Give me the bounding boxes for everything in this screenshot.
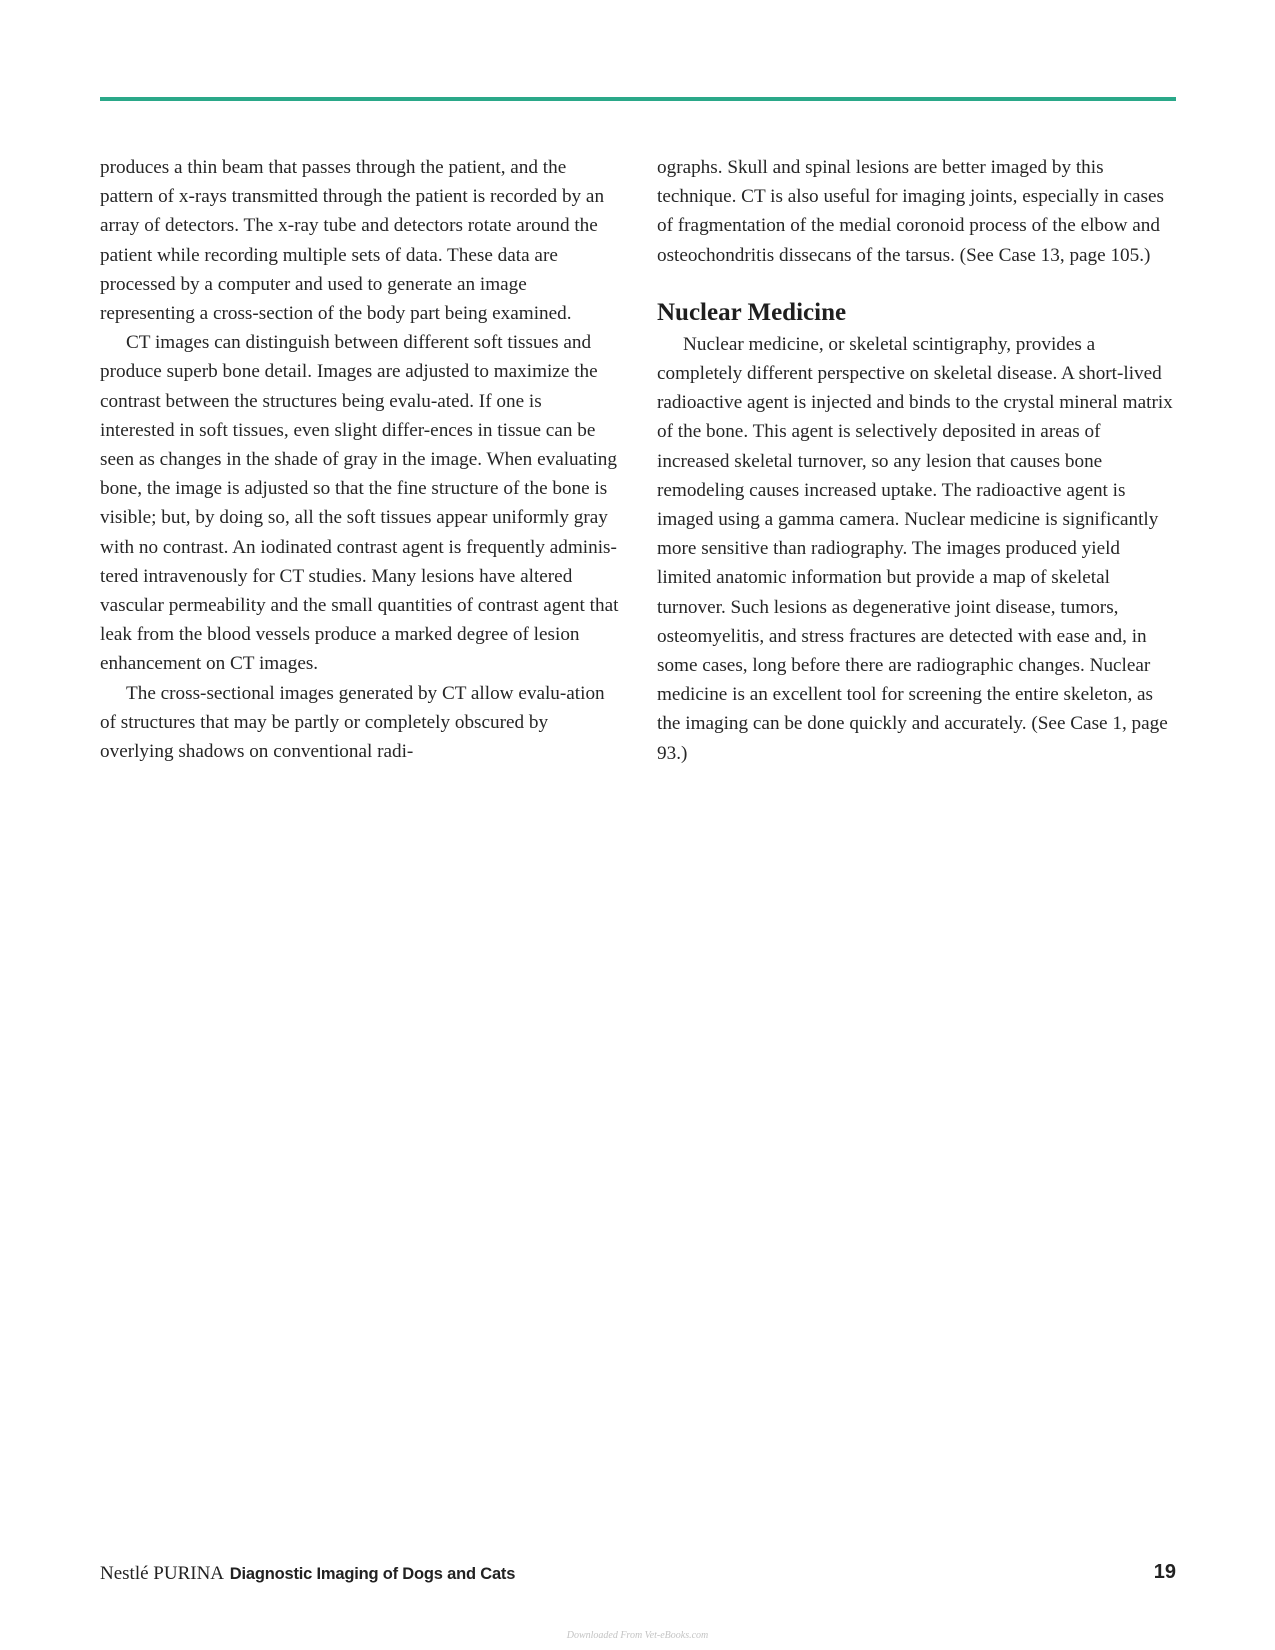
right-column [657, 153, 1177, 768]
body-paragraph: CT images can distinguish between different soft tissues and produce superb bone detail. Images are adjusted to maximize the contrast between the structures being evalu-ated. If one is interested in soft tissues, even slight differ-ences in tissue can be seen as changes in the shade of gray in the image. When evaluating bone, the image is adjusted so that the fine structure of the bone is visible; but, by doing so, all the soft tissues appear uniformly gray with no contrast. An iodinated contrast agent is frequently adminis-tered intravenously for CT studies. Many lesions have altered vascular permeability and the small quantities of contrast agent that leak from the blood vessels produce a marked degree of lesion enhancement on CT images. [100, 332, 619, 675]
footer-brand: Nestlé PURINA [100, 1563, 225, 1584]
body-paragraph: Nuclear medicine, or skeletal scintigraphy, provides a completely different perspective on skeletal disease. A short-lived radioactive agent is injected and binds to the crystal mineral matrix of the bone. This agent is selectively deposited in areas of increased skeletal turnover, so any lesion that causes bone remodeling causes increased uptake. The radioactive agent is imaged using a gamma camera. Nuclear medicine is significantly more sensitive than radiography. The images produced yield limited anatomic information but provide a map of skeletal turnover. Such lesions as degenerative joint disease, tumors, osteomyelitis, and stress fractures are detected with ease and, in some cases, long before there are radiographic changes. Nuclear medicine is an excellent tool for screening the entire skeleton, as the imaging can be done quickly and accurately. (See Case 1, page 93.) [657, 333, 1173, 764]
page-number: 19 [1153, 1561, 1176, 1583]
body-paragraph: ographs. Skull and spinal lesions are better imaged by this technique. CT is also useful for imaging joints, especially in cases of fragmentation of the medial coronoid process of the elbow and osteochondritis dissecans of the tarsus. (See Case 13, page 105.) [657, 157, 1164, 266]
watermark: Downloaded From Vet-eBooks.com [566, 1630, 709, 1641]
body-paragraph: produces a thin beam that passes through the patient, and the pattern of x-rays transmitted through the patient is recorded by an array of detectors. The x-ray tube and detectors rotate around the patient while recording multiple sets of data. These data are processed by a computer and used to generate an image representing a cross-section of the body part being examined. [100, 157, 605, 325]
section-heading: Nuclear Medicine [657, 298, 847, 326]
header-rule [100, 97, 1176, 101]
running-footer [100, 1563, 515, 1585]
left-column [100, 153, 620, 766]
body-paragraph: The cross-sectional images generated by CT allow evalu-ation of structures that may be partly or completely obscured by overlying shadows on conventional radi- [100, 682, 605, 763]
footer-book-title: Diagnostic Imaging of Dogs and Cats [229, 1565, 516, 1583]
